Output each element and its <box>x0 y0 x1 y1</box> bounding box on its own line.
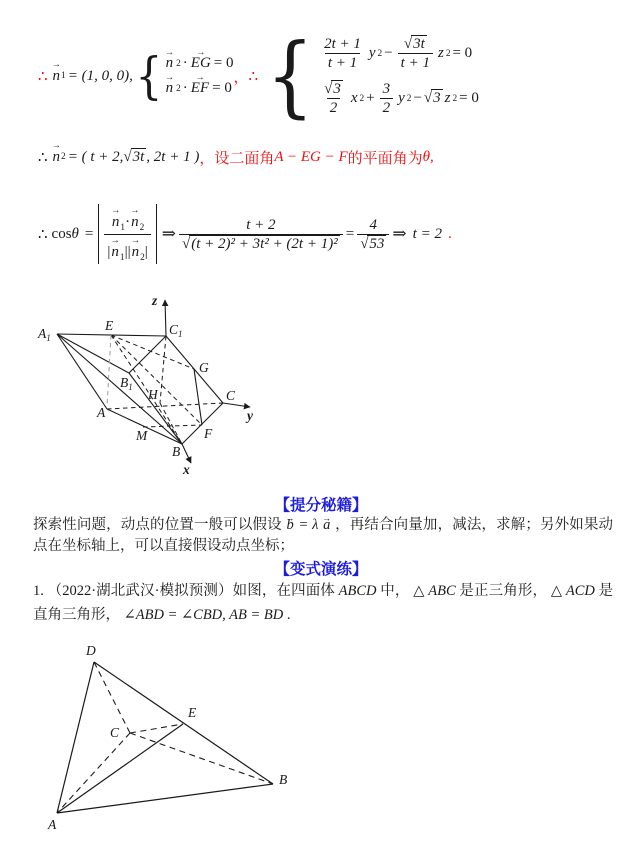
problem-number: 1. <box>33 583 44 599</box>
math-token: = 0 <box>459 90 479 106</box>
label-B: B <box>172 444 181 459</box>
label-x-axis: x <box>183 462 190 477</box>
label-z-axis: z <box>152 293 158 308</box>
fraction-numerator: t + 2 <box>246 216 276 233</box>
label-B: B <box>279 772 288 787</box>
tetrahedron-name: ABCD <box>338 583 377 599</box>
equals: = <box>84 225 94 242</box>
minus-operator: − <box>413 90 422 106</box>
cos-label: cos <box>51 225 72 242</box>
triangle-ACD: ACD <box>565 583 595 599</box>
abs-bar: | <box>124 244 128 260</box>
vector-n2: n → <box>131 243 141 261</box>
abs-value-fraction <box>96 204 158 264</box>
equals: = <box>345 225 355 242</box>
fraction-denominator: √53 <box>357 234 389 253</box>
label-F: F <box>204 426 213 441</box>
math-token: = ( t + 2, <box>67 148 124 165</box>
label-B1: $B_1$ <box>120 375 133 392</box>
vector-n2: n → <box>52 149 62 166</box>
label-G: G <box>199 360 209 375</box>
radical-sign: √ <box>123 148 132 165</box>
therefore-symbol: ∴ <box>38 149 49 166</box>
label-y-axis: y <box>247 408 253 423</box>
prism-coordinate-figure <box>20 288 265 480</box>
label-H: H <box>148 387 158 402</box>
prism-labels <box>37 293 254 477</box>
vector-n2: n → <box>165 80 175 97</box>
theta: θ <box>71 225 79 242</box>
math-token: = (1, 0, 0), <box>67 67 133 84</box>
equation-line-3 <box>38 196 452 272</box>
brace-left: { <box>135 47 163 105</box>
vector-b: b → <box>286 515 295 536</box>
label-A: A <box>97 405 106 420</box>
dot-operator: · <box>125 213 131 230</box>
brace-left-large: { <box>266 24 314 127</box>
subscript: 1 <box>61 71 66 81</box>
red-theta: θ <box>422 148 431 165</box>
label-C: C <box>226 388 236 403</box>
red-comma: ， <box>233 69 249 86</box>
variable-y: y <box>398 90 405 106</box>
equation-line-2: ∴ n → 2 = ( t + 2, √3t , 2t + 1 ) ， 设二面角 A − EG − F 的平面角为 θ , <box>38 142 434 172</box>
therefore-symbol: ∴ <box>248 68 260 85</box>
abs-bar: | <box>144 244 148 260</box>
radical-sign: √ <box>182 235 191 252</box>
vector-EF: EF → <box>190 80 210 97</box>
variable-z: z <box>444 90 451 106</box>
vector-n1: n → <box>110 243 120 261</box>
label-A1: $A_1$ <box>38 326 51 343</box>
red-text: , <box>430 148 434 165</box>
abs-bar: | <box>127 244 131 260</box>
vector-n1: n → <box>111 213 121 231</box>
label-A: A <box>48 817 57 832</box>
plus-operator: + <box>366 90 375 106</box>
red-period: . <box>447 225 452 242</box>
fraction-numerator: 2t + 1 <box>324 36 361 52</box>
label-C: C <box>110 725 120 740</box>
implies-arrow: ⇒ <box>392 224 407 243</box>
problem-text: 中， <box>380 583 414 599</box>
vector-a: a → <box>322 515 331 536</box>
fraction-denominator: $|n \to_1||n \to_2|$ <box>104 234 150 264</box>
math-token: , 2t + 1 ) <box>146 148 200 165</box>
red-comma: ， <box>199 150 215 167</box>
prism-hidden-edge-gray <box>107 335 111 407</box>
label-C1: $C_1$ <box>169 322 183 339</box>
therefore-symbol: ∴ <box>38 226 49 243</box>
red-text: 的平面角为 <box>347 150 423 167</box>
sqrt-3: √3 <box>423 90 441 106</box>
tetrahedron-figure <box>20 635 320 845</box>
problem-text: （2022·湖北武汉·模拟预测）如图，在四面体 <box>47 583 339 599</box>
tip-text: ，再结合向量加，减法，求解；另外如果动点在坐标轴上，可以直接假设动点坐标； <box>33 517 614 554</box>
red-text: 设二面角 <box>214 150 275 167</box>
tetrahedron-solid-edges <box>57 662 273 813</box>
math-token: = 0 <box>212 80 232 96</box>
fraction-denominator: 2 <box>380 98 394 117</box>
dot-operator: · <box>182 80 188 96</box>
problem-text: 是直角三角形， <box>33 583 614 623</box>
radical-sign: √ <box>324 81 333 97</box>
implies-arrow: ⇒ <box>161 224 177 243</box>
therefore-symbol: ∴ <box>38 68 49 85</box>
variable-y: y <box>368 45 376 61</box>
system-large: $\frac{2t + 1}{t + 1}$ y 2 − $\frac{√3t}{t + 1}$ z 2 = 0 $\frac{√3}{2}$ x 2 + $\frac{3}{2}$ y 2 − √3 z 2 = 0 <box>318 31 479 121</box>
section-header-tips: 【提分秘籍】 <box>274 497 368 514</box>
sqrt-3t: √3t <box>123 148 145 165</box>
fraction-numerator: √3 <box>324 81 341 97</box>
math-token: = 0 <box>452 45 473 61</box>
math-token: = 0 <box>213 55 234 71</box>
variable-x: x <box>350 90 358 106</box>
problem-text: 是正三角形， <box>459 583 551 599</box>
section-header-drill: 【变式演练】 <box>274 561 368 578</box>
system-small: n → 2 · EG → = 0 n → 2 · EF → = 0 <box>165 51 234 101</box>
radical-sign: √ <box>403 36 413 52</box>
angle-conditions: ∠ABD = ∠CBD, AB = BD <box>123 607 284 623</box>
vector-n2: n → <box>165 55 175 72</box>
equation-line-1 <box>38 24 479 127</box>
fraction-numerator: $n \to_1\cdot n \to_2$ <box>108 204 147 234</box>
minus-operator: − <box>384 45 393 61</box>
variable-z: z <box>437 45 444 61</box>
tetrahedron-labels <box>47 643 287 832</box>
fraction-numerator: 4 <box>369 216 378 233</box>
fraction-denominator: √(t + 2)² + 3t² + (2t + 1)² <box>179 234 343 253</box>
fraction-denominator: 2 <box>327 98 341 117</box>
vector-n1: n → <box>52 68 62 85</box>
triangle-symbol: △ <box>413 583 425 599</box>
vector-n2: n → <box>130 213 140 231</box>
tips-paragraph <box>33 515 613 557</box>
label-D: D <box>86 643 96 658</box>
dot-operator: · <box>182 55 188 71</box>
result: t = 2 <box>412 225 442 242</box>
radical-sign: √ <box>423 90 433 106</box>
fraction-denominator: t + 1 <box>325 53 360 72</box>
problem-1-text <box>33 579 613 627</box>
fraction-numerator: √3t <box>403 36 425 52</box>
triangle-ABC: ABC <box>428 583 456 599</box>
tip-text: 探索性问题，动点的位置一般可以假设 <box>33 517 282 533</box>
radical-sign: √ <box>360 235 369 252</box>
label-M: M <box>136 428 148 443</box>
label-E: E <box>188 705 197 720</box>
triangle-symbol: △ <box>550 583 563 599</box>
red-dihedral-angle: A − EG − F <box>274 148 348 165</box>
vector-EG: EG → <box>190 55 212 72</box>
label-E: E <box>105 318 114 333</box>
tip-equation: = λ <box>298 517 319 533</box>
fraction-numerator: 3 <box>382 81 391 97</box>
fraction-denominator: t + 1 <box>398 53 433 72</box>
problem-text: . <box>286 607 291 623</box>
abs-bar: | <box>107 244 111 260</box>
